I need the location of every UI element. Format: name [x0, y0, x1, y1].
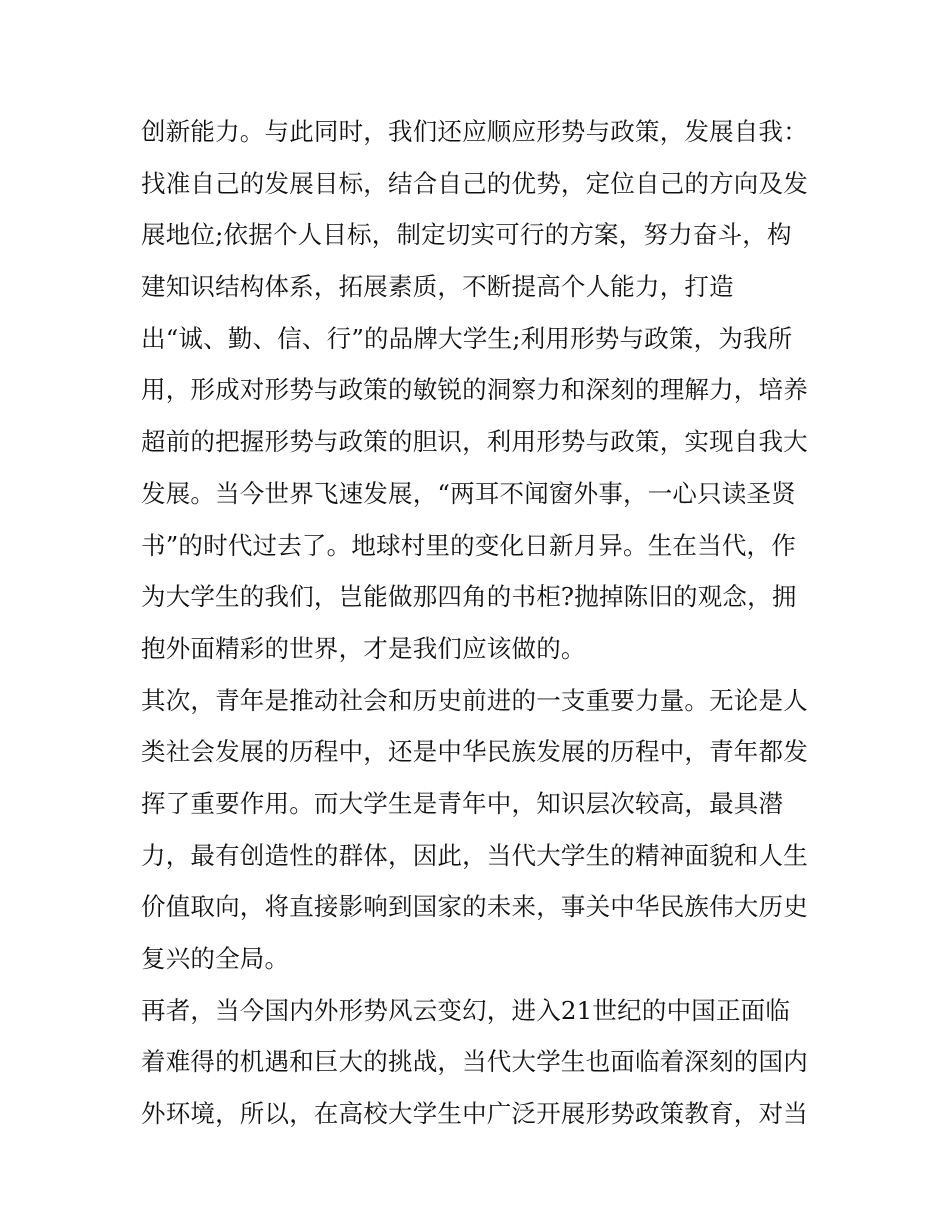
text-line: 价值取向，将直接影响到国家的未来，事关中华民族伟大历史	[141, 892, 808, 922]
text-line: 创新能力。与此同时，我们还应顺应形势与政策，发展自我：	[141, 117, 808, 146]
body-text	[141, 106, 821, 1140]
text-line: 外环境，所以，在高校大学生中广泛开展形势政策教育，对当	[141, 1099, 808, 1129]
text-line: 为大学生的我们，岂能做那四角的书柜?抛掉陈旧的观念，拥	[141, 582, 797, 612]
text-line: 出“诚、勤、信、行”的品牌大学生;利用形势与政策，为我所	[141, 323, 793, 353]
text-line: 超前的把握形势与政策的胆识，利用形势与政策，实现自我大	[141, 427, 808, 457]
text-line: 着难得的机遇和巨大的挑战，当代大学生也面临着深刻的国内	[141, 1047, 808, 1077]
text-line: 建知识结构体系，拓展素质，不断提高个人能力，打造	[141, 272, 734, 302]
text-line: 发展。当今世界飞速发展，“两耳不闻窗外事，一心只读圣贤	[141, 478, 796, 508]
text-line: 类社会发展的历程中，还是中华民族发展的历程中，青年都发	[141, 737, 808, 767]
text-line: 力，最有创造性的群体，因此，当代大学生的精神面貌和人生	[141, 840, 808, 870]
text-line: 用，形成对形势与政策的敏锐的洞察力和深刻的理解力，培养	[141, 375, 808, 405]
text-line: 找准自己的发展目标，结合自己的优势，定位自己的方向及发	[141, 168, 808, 198]
text-line: 书”的时代过去了。地球村里的变化日新月异。生在当代，作	[141, 530, 796, 560]
text-line: 复兴的全局。	[141, 944, 290, 973]
text-line: 抱外面精彩的世界，才是我们应该做的。	[141, 633, 586, 663]
text-line: 其次，青年是推动社会和历史前进的一支重要力量。无论是人	[141, 685, 808, 715]
text-line: 再者，当今国内外形势风云变幻，进入21世纪的中国正面临	[141, 995, 791, 1025]
text-line: 挥了重要作用。而大学生是青年中，知识层次较高，最具潜	[141, 788, 784, 818]
text-line: 展地位;依据个人目标，制定切实可行的方案，努力奋斗，构	[141, 220, 792, 250]
